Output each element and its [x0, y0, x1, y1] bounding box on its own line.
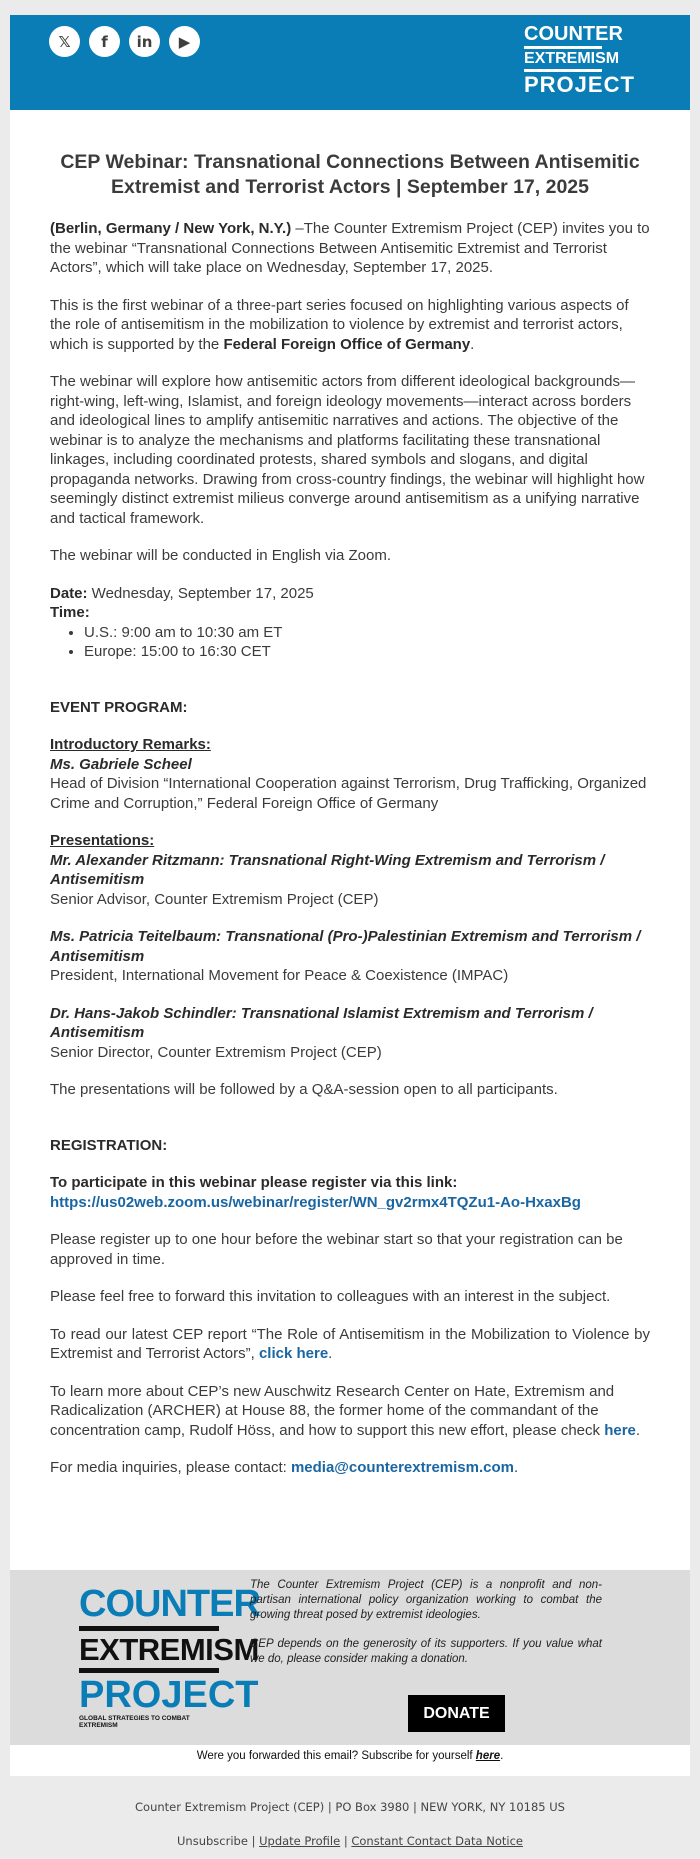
footer-about [10, 1570, 690, 1745]
forward-note: Please feel free to forward this invitation to colleagues with an interest in the subject. [50, 1288, 611, 1305]
intro-remarks [50, 735, 650, 813]
report-paragraph [50, 1325, 650, 1364]
footer-about-text [250, 1578, 602, 1681]
footer-address: Counter Extremism Project (CEP) | PO Box 3980 | NEW YORK, NY 10185 US [135, 1800, 565, 1814]
facebook-icon[interactable]: f [89, 26, 120, 57]
registration-note: Please register up to one hour before the webinar start so that your registration can be approved in time. [50, 1231, 623, 1268]
presentation-item [50, 831, 650, 909]
data-notice-link[interactable]: Constant Contact Data Notice [351, 1834, 523, 1848]
email-header [10, 15, 690, 110]
archer-link[interactable]: here [604, 1421, 636, 1439]
x-icon[interactable]: 𝕏 [49, 26, 80, 57]
intro-speaker: Ms. Gabriele Scheel [50, 755, 192, 773]
presenter-role: President, International Movement for Peace & Coexistence (IMPAC) [50, 967, 509, 984]
donate-button[interactable]: DONATE [408, 1695, 505, 1732]
logo-line-project: PROJECT [524, 72, 635, 97]
archer-text: To learn more about CEP’s new Auschwitz Research Center on Hate, Extremism and Radicalization (ARCHER) at House 88, the former home of the commandant of the concentration camp, Rudolf Höss, and how to support this new effort, please check [50, 1382, 615, 1439]
series-bold: Federal Foreign Office of Germany [223, 335, 471, 353]
series-end: . [470, 335, 475, 353]
registration-cta-text: To participate in this webinar please register via this link: [50, 1174, 458, 1191]
report-end: . [328, 1345, 333, 1362]
presentations-heading: Presentations: [50, 832, 155, 849]
list-item: • U.S.: 9:00 am to 10:30 am ET [84, 623, 650, 643]
presenter-title: Mr. Alexander Ritzmann: Transnational Right-Wing Extremism and Terrorism / Antisemitism [50, 851, 605, 888]
media-email-link[interactable]: media@counterextremism.com [290, 1459, 514, 1476]
presenter-title: Dr. Hans-Jakob Schindler: Transnational Islamist Extremism and Terrorism / Antisemitism [50, 1004, 593, 1041]
list-item: • Europe: 15:00 to 16:30 CET [84, 642, 650, 662]
link-separator: | [340, 1834, 352, 1848]
unsubscribe-link[interactable]: Unsubscribe [177, 1834, 248, 1848]
date-label: Date: [50, 584, 88, 602]
time-list [50, 623, 650, 662]
archer-paragraph [50, 1382, 650, 1441]
email-body [50, 150, 650, 1496]
presentation-item [50, 927, 650, 986]
language-paragraph: The webinar will be conducted in English via Zoom. [50, 547, 392, 564]
social-links [49, 26, 200, 57]
logo-line-counter: COUNTER [524, 23, 623, 45]
registration-cta [50, 1173, 650, 1212]
cep-logo-header[interactable] [524, 23, 635, 97]
program-heading: EVENT PROGRAM: [50, 698, 188, 716]
intro-text: –The Counter Extremism Project (CEP) invites you to the webinar “Transnational Connections Between Antisemitic Extremist and Terrorist Actors”, which will take place on Wednesday, September 17, 2025. [50, 220, 650, 276]
logo-line-extremism: EXTREMISM [524, 50, 620, 67]
logo-bar [524, 46, 602, 49]
forward-end: . [500, 1750, 504, 1762]
update-profile-link[interactable]: Update Profile [259, 1834, 341, 1848]
intro-paragraph [50, 219, 650, 278]
forward-subscribe [10, 1750, 690, 1762]
report-text: To read our latest CEP report “The Role of Antisemitism in the Mobilization to Violence by Extremist and Terrorist Actors”, [50, 1325, 650, 1362]
qa-paragraph: The presentations will be followed by a Q&A-session open to all participants. [50, 1081, 558, 1098]
footer-links [0, 1834, 700, 1848]
presentation-item [50, 1004, 650, 1063]
media-text: For media inquiries, please contact: [50, 1459, 291, 1476]
series-paragraph [50, 296, 650, 355]
intro-remarks-heading: Introductory Remarks: [50, 736, 211, 753]
intro-role: Head of Division “International Cooperation against Terrorism, Drug Trafficking, Organized Crime and Corruption,” Federal Foreign Office of Germany [50, 775, 647, 812]
media-paragraph [50, 1458, 650, 1478]
cep-logo-footer[interactable] [79, 1583, 260, 1729]
link-separator: | [247, 1834, 260, 1848]
intro-location: (Berlin, Germany / New York, N.Y.) [50, 220, 292, 237]
media-end: . [514, 1459, 519, 1476]
footer-logo-bar [79, 1668, 219, 1673]
youtube-icon[interactable]: ▶ [169, 26, 200, 57]
presenter-title: Ms. Patricia Teitelbaum: Transnational (Pro-)Palestinian Extremism and Terrorism / Antisemitism [50, 928, 641, 965]
explore-paragraph: The webinar will explore how antisemitic actors from different ideological backgrounds—right-wing, left-wing, Islamist, and foreign ideology movements—interact across borders and ideological lines to amplify antisemitic narratives and actions. The objective of the webinar is to analyze the mechanisms and platforms facilitating these transnational linkages, including coordinated protests, shared symbols and slogans, and digital propaganda networks. Drawing from cross-country findings, the webinar will highlight how seemingly distinct extremist milieus converge around antisemitism as a unifying narrative and tactical framework. [50, 373, 645, 527]
presenter-role: Senior Advisor, Counter Extremism Project (CEP) [50, 890, 379, 908]
linkedin-icon[interactable]: in [129, 26, 160, 57]
archer-end: . [635, 1421, 641, 1439]
registration-heading: REGISTRATION: [50, 1136, 168, 1154]
support-paragraph: CEP depends on the generosity of its supporters. If you value what we do, please consider making a donation. [250, 1638, 602, 1665]
page-title: CEP Webinar: Transnational Connections Between Antisemitic Extremist and Terrorist Actors | September 17, 2025 [60, 151, 640, 198]
forward-text: Were you forwarded this email? Subscribe for yourself [196, 1750, 476, 1762]
footer-logo-bar [79, 1626, 219, 1631]
date-line [50, 584, 650, 604]
about-paragraph: The Counter Extremism Project (CEP) is a nonprofit and non-partisan international policy organization working to combat the growing threat posed by extremist ideologies. [250, 1579, 602, 1621]
series-text: This is the first webinar of a three-part series focused on highlighting various aspects of the role of antisemitism in the mobilization to violence by extremist and terrorist actors, which is supported by the [50, 296, 629, 353]
date-value: Wednesday, September 17, 2025 [87, 584, 314, 602]
footer-logo-project: PROJECT [79, 1674, 259, 1716]
footer-logo-tagline: GLOBAL STRATEGIES TO COMBAT EXTREMISM [79, 1715, 190, 1729]
report-link[interactable]: click here [258, 1345, 329, 1362]
subscribe-link[interactable]: here [475, 1750, 501, 1762]
schedule [50, 584, 650, 662]
email-card [10, 15, 690, 1776]
presenter-role: Senior Director, Counter Extremism Project (CEP) [50, 1043, 382, 1061]
footer-logo-extremism: EXTREMISM [79, 1632, 259, 1667]
time-label: Time: [50, 604, 90, 621]
footer-logo-counter: COUNTER [79, 1583, 260, 1625]
registration-link[interactable]: https://us02web.zoom.us/webinar/register/WN_gv2rmx4TQZu1-Ao-HxaxBg [50, 1193, 581, 1211]
